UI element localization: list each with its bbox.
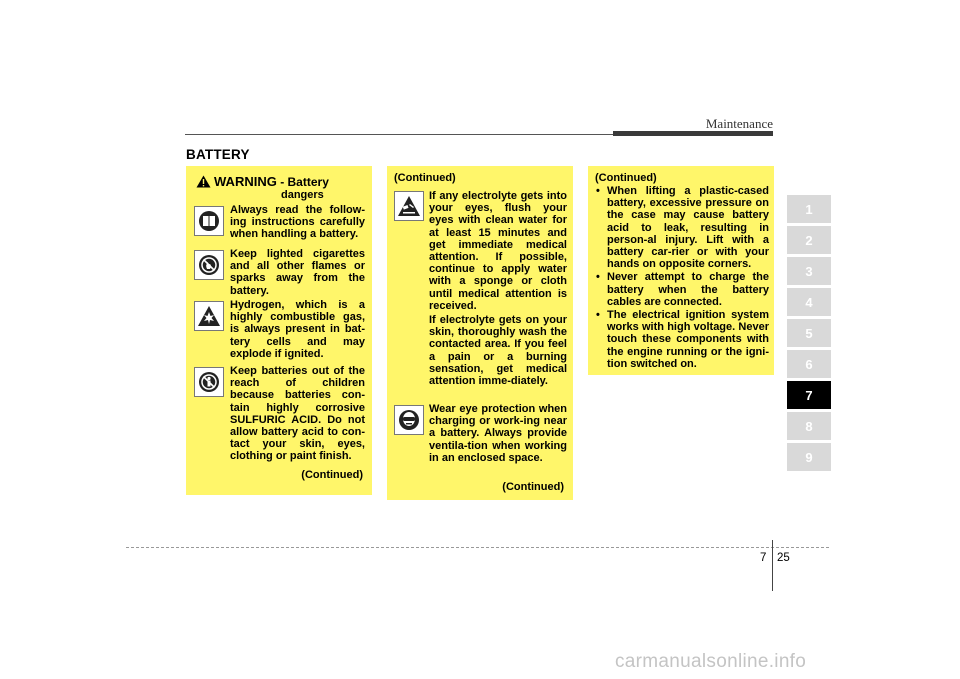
warning-subtitle-line2: dangers [281,189,324,201]
continued-panel-2 [387,166,573,500]
explosion-icon [194,301,224,331]
warning-panel [186,166,372,495]
bullet-item: • The electrical ignition system works with high voltage. Never touch these components with the engine running or the igni-tion switched on. [595,309,769,370]
chapter-tab-2[interactable]: 2 [787,226,831,254]
bullet-item: • Never attempt to charge the battery when the battery cables are connected. [595,271,769,308]
chapter-tab-4[interactable]: 4 [787,288,831,316]
page-chapter-number: 7 [760,552,767,564]
manual-book-icon [194,206,224,236]
chapter-index [787,195,831,474]
continued-label: (Continued) [502,481,564,493]
continued-label: (Continued) [301,469,363,481]
section-title: BATTERY [186,147,250,162]
chapter-tab-5[interactable]: 5 [787,319,831,347]
chapter-tab-3[interactable]: 3 [787,257,831,285]
footer-divider [772,540,773,591]
chapter-tab-1[interactable]: 1 [787,195,831,223]
continued-panel-3 [588,166,774,375]
footer-dashed-rule [126,547,829,548]
continued-top-label: (Continued) [595,172,657,184]
chapter-tab-6[interactable]: 6 [787,350,831,378]
header-accent-bar [613,131,773,136]
no-smoking-flame-icon [194,250,224,280]
panel2-paragraph: Wear eye protection when charging or work-ing near a battery. Always provide ventila-tion when working in an enclosed space. [429,403,567,464]
warning-item-text: Keep batteries out of the reach of children because batteries con-tain highly corrosive SULFURIC ACID. Do not allow battery acid to con-tact your skin, eyes, clothing or paint finish. [230,365,365,463]
page-number: 25 [777,552,790,564]
corrosive-icon [394,191,424,221]
warning-item-text: Hydrogen, which is a highly combustible gas, is always present in bat-tery cells and may explode if ignited. [230,299,365,360]
header-title: Maintenance [705,116,773,131]
chapter-tab-8[interactable]: 8 [787,412,831,440]
watermark: carmanualsonline.info [615,651,807,672]
warning-subtitle: - Battery [280,175,329,189]
keep-away-children-icon [194,367,224,397]
bullet-list [595,185,769,371]
eye-protection-icon [394,405,424,435]
chapter-tab-9[interactable]: 9 [787,443,831,471]
warning-triangle-icon [196,175,211,188]
warning-label: WARNING [214,174,277,189]
warning-item-text: Keep lighted cigarettes and all other flames or sparks away from the battery. [230,248,365,297]
warning-item-text: Always read the follow-ing instructions carefully when handling a battery. [230,204,365,241]
panel2-paragraph: If electrolyte gets on your skin, thoroughly wash the contacted area. If you feel a pain or a burning sensation, get medical attention imme-diately. [429,314,567,388]
chapter-tab-7[interactable]: 7 [787,381,831,409]
bullet-item: • When lifting a plastic-cased battery, excessive pressure on the case may cause battery acid to leak, resulting in person-al injury. Lift with a battery car-rier or with your hands on opposite corners. [595,185,769,270]
continued-top-label: (Continued) [394,172,456,184]
warning-heading [214,176,329,188]
panel2-paragraph: If any electrolyte gets into your eyes, flush your eyes with clean water for at least 15 minutes and get immediate medical attention. If possible, continue to apply water with a sponge or cloth until medical attention is received. [429,190,567,312]
